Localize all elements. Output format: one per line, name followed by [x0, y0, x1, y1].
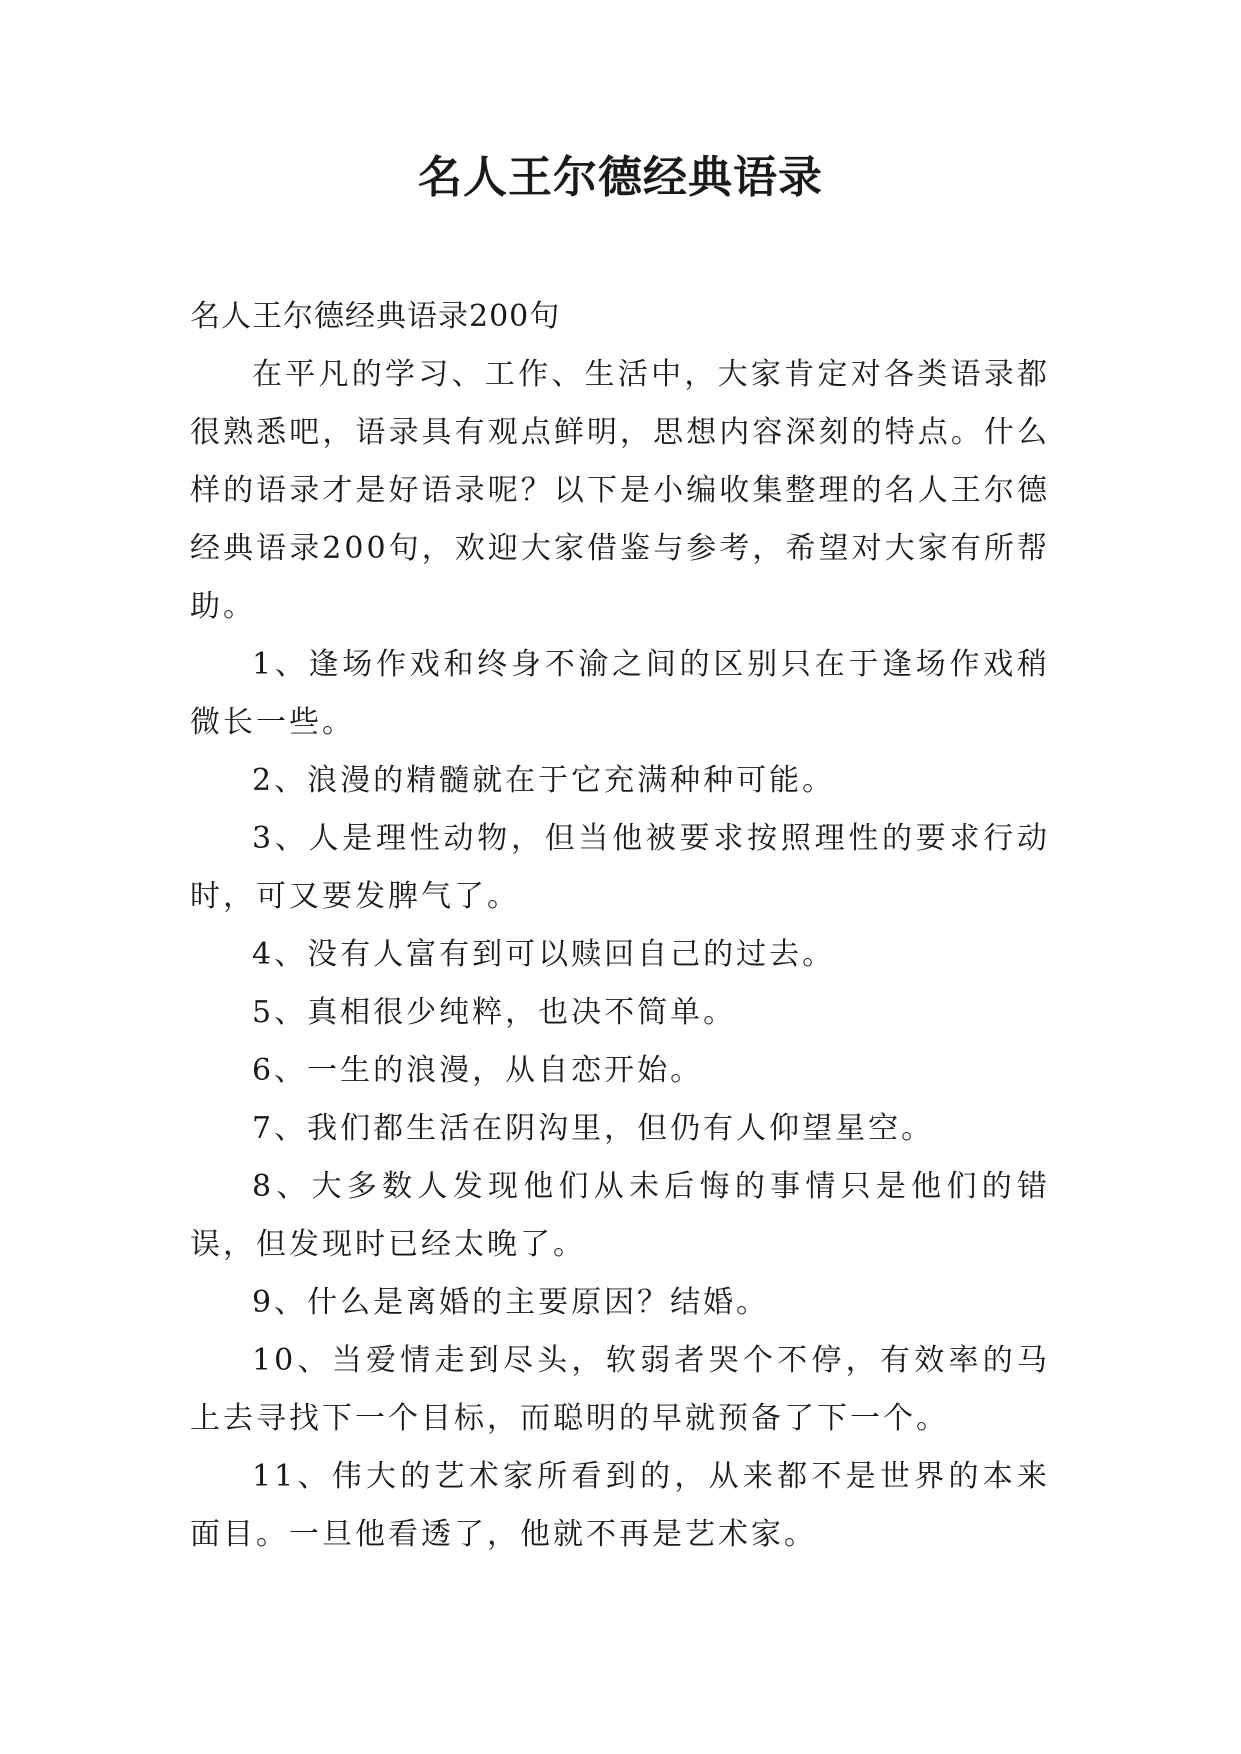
quote-item: 5、真相很少纯粹，也决不简单。: [252, 995, 737, 1030]
document-title: 名人王尔德经典语录: [418, 152, 823, 203]
quote-item: 10、当爱情走到尽头，软弱者哭个不停，有效率的马上去寻找下一个目标，而聪明的早就预备了下一个。: [190, 1343, 1050, 1436]
quote-item: 1、逢场作戏和终身不渝之间的区别只在于逢场作戏稍微长一些。: [190, 647, 1050, 740]
intro-paragraph: 在平凡的学习、工作、生活中，大家肯定对各类语录都很熟悉吧，语录具有观点鲜明，思想内容深刻的特点。什么样的语录才是好语录呢？以下是小编收集整理的名人王尔德经典语录200句，欢迎大家借鉴与参考，希望对大家有所帮助。: [190, 357, 1050, 624]
quote-item: 3、人是理性动物，但当他被要求按照理性的要求行动时，可又要发脾气了。: [190, 821, 1050, 914]
quote-item: 7、我们都生活在阴沟里，但仍有人仰望星空。: [252, 1111, 935, 1146]
quote-item: 4、没有人富有到可以赎回自己的过去。: [252, 937, 836, 972]
document-body: [190, 288, 1050, 1564]
quote-item: 9、什么是离婚的主要原因？结婚。: [252, 1285, 770, 1320]
quote-item: 2、浪漫的精髓就在于它充满种种可能。: [252, 763, 836, 798]
quote-item: 6、一生的浪漫，从自恋开始。: [252, 1053, 704, 1088]
quote-item: 11、伟大的艺术家所看到的，从来都不是世界的本来面目。一旦他看透了，他就不再是艺术家。: [190, 1459, 1050, 1552]
document-subtitle: 名人王尔德经典语录200句: [190, 299, 561, 334]
quote-item: 8、大多数人发现他们从未后悔的事情只是他们的错误，但发现时已经太晚了。: [190, 1169, 1050, 1262]
